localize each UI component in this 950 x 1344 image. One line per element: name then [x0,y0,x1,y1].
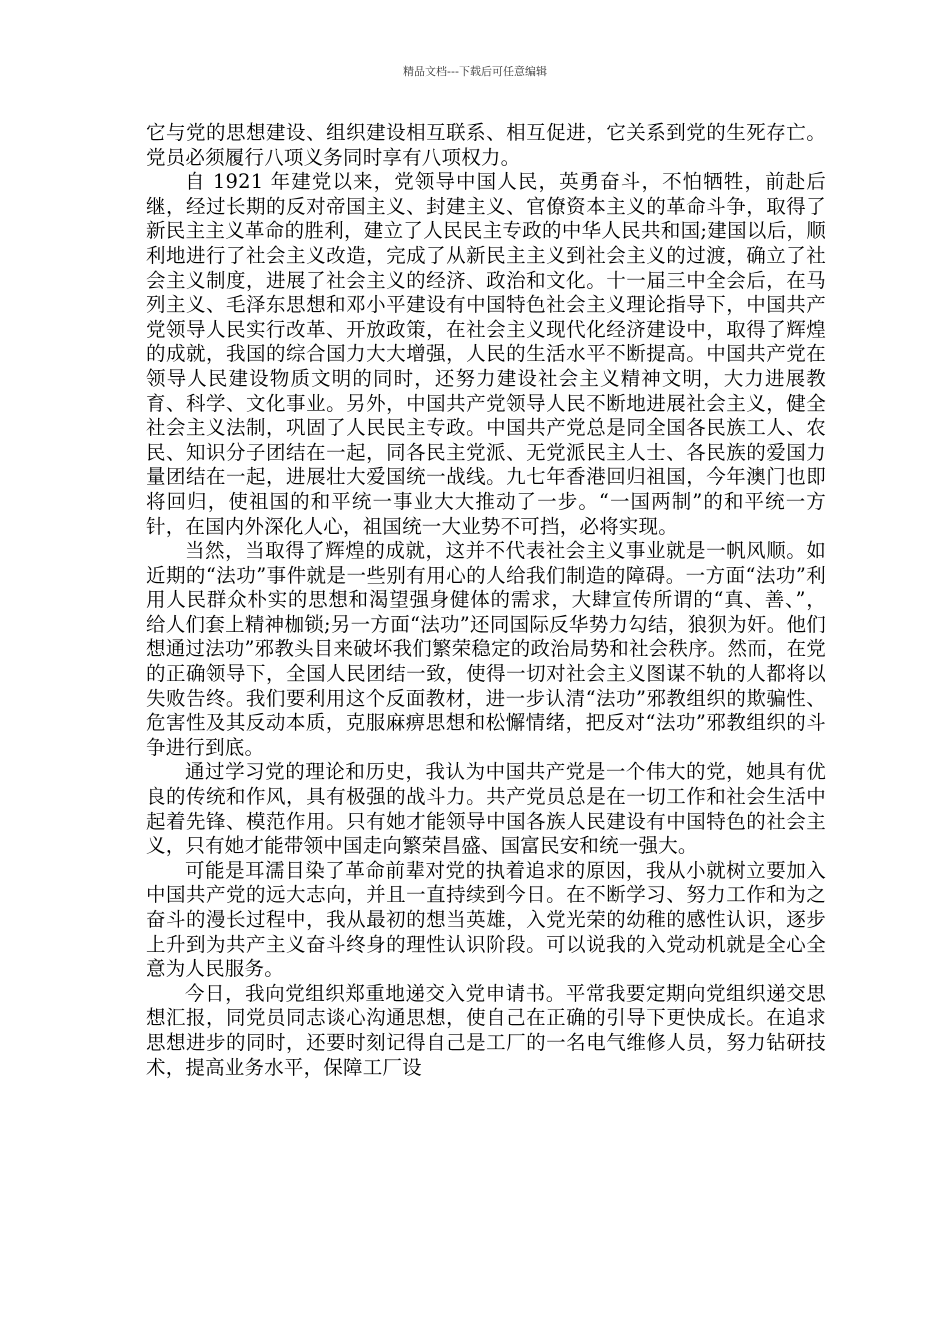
paragraph-2: 自 1921 年建党以来，党领导中国人民，英勇奋斗，不怕牺牲，前赴后继，经过长期的反对帝国主义、封建主义、官僚资本主义的革命斗争，取得了新民主主义革命的胜利，建立了人民民主专政的中华人民共和国;建国以后，顺利地进行了社会主义改造，完成了从新民主主义到社会主义的过渡，确立了社会主义制度，进展了社会主义的经济、政治和文化。十一届三中全会后，在马列主义、毛泽东思想和邓小平建设有中国特色社会主义理论指导下，中国共产党领导人民实行改革、开放政策，在社会主义现代化经济建设中，取得了辉煌的成就，我国的综合国力大大增强，人民的生活水平不断提高。中国共产党在领导人民建设物质文明的同时，还努力建设社会主义精神文明，大力进展教育、科学、文化事业。另外，中国共产党领导人民不断地进展社会主义，健全社会主义法制，巩固了人民民主专政。中国共产党总是同全国各民族工人、农民、知识分子团结在一起，同各民主党派、无党派民主人士、各民族的爱国力量团结在一起，进展壮大爱国统一战线。九七年香港回归祖国，今年澳门也即将回归，使祖国的和平统一事业大大推动了一步。“一国两制”的和平统一方针，在国内外深化人心，祖国统一大业势不可挡，必将实现。 [146,170,826,538]
paragraph-1: 它与党的思想建设、组织建设相互联系、相互促进，它关系到党的生死存亡。党员必须履行八项义务同时享有八项权力。 [146,121,826,169]
paragraph-6: 今日，我向党组织郑重地递交入党申请书。平常我要定期向党组织递交思想汇报，同党员同志谈心沟通思想，使自己在正确的引导下更快成长。在追求思想进步的同时，还要时刻记得自己是工厂的一名电气维修人员，努力钻研技术，提高业务水平，保障工厂设 [146,981,826,1079]
paragraph-3: 当然，当取得了辉煌的成就，这并不代表社会主义事业就是一帆风顺。如近期的“法功”事件就是一些别有用心的人给我们制造的障碍。一方面“法功”利用人民群众朴实的思想和渴望强身健体的需求，大肆宣传所谓的“真、善、”，给人们套上精神枷锁;另一方面“法功”还同国际反华势力勾结，狼狈为奸。他们想通过法功”邪教头目来破坏我们繁荣稳定的政治局势和社会秩序。然而，在党的正确领导下，全国人民团结一致，使得一切对社会主义图谋不轨的人都将以失败告终。我们要利用这个反面教材，进一步认清“法功”邪教组织的欺骗性、危害性及其反动本质，克服麻痹思想和松懈情绪，把反对“法功”邪教组织的斗争进行到底。 [146,539,826,759]
paragraph-5: 可能是耳濡目染了革命前辈对党的执着追求的原因，我从小就树立要加入中国共产党的远大志向，并且一直持续到今日。在不断学习、努力工作和为之奋斗的漫长过程中，我从最初的想当英雄，入党光荣的幼稚的感性认识，逐步上升到为共产主义奋斗终身的理性认识阶段。可以说我的入党动机就是全心全意为人民服务。 [146,858,826,981]
document-body [146,121,826,1080]
paragraph-4: 通过学习党的理论和历史，我认为中国共产党是一个伟大的党，她具有优良的传统和作风，具有极强的战斗力。共产党员总是在一切工作和社会生活中起着先锋、模范作用。只有她才能领导中国各族人民建设有中国特色的社会主义，只有她才能带领中国走向繁荣昌盛、国富民安和统一强大。 [146,760,826,858]
page-header: 精品文档---下载后可任意编辑 [403,65,547,78]
